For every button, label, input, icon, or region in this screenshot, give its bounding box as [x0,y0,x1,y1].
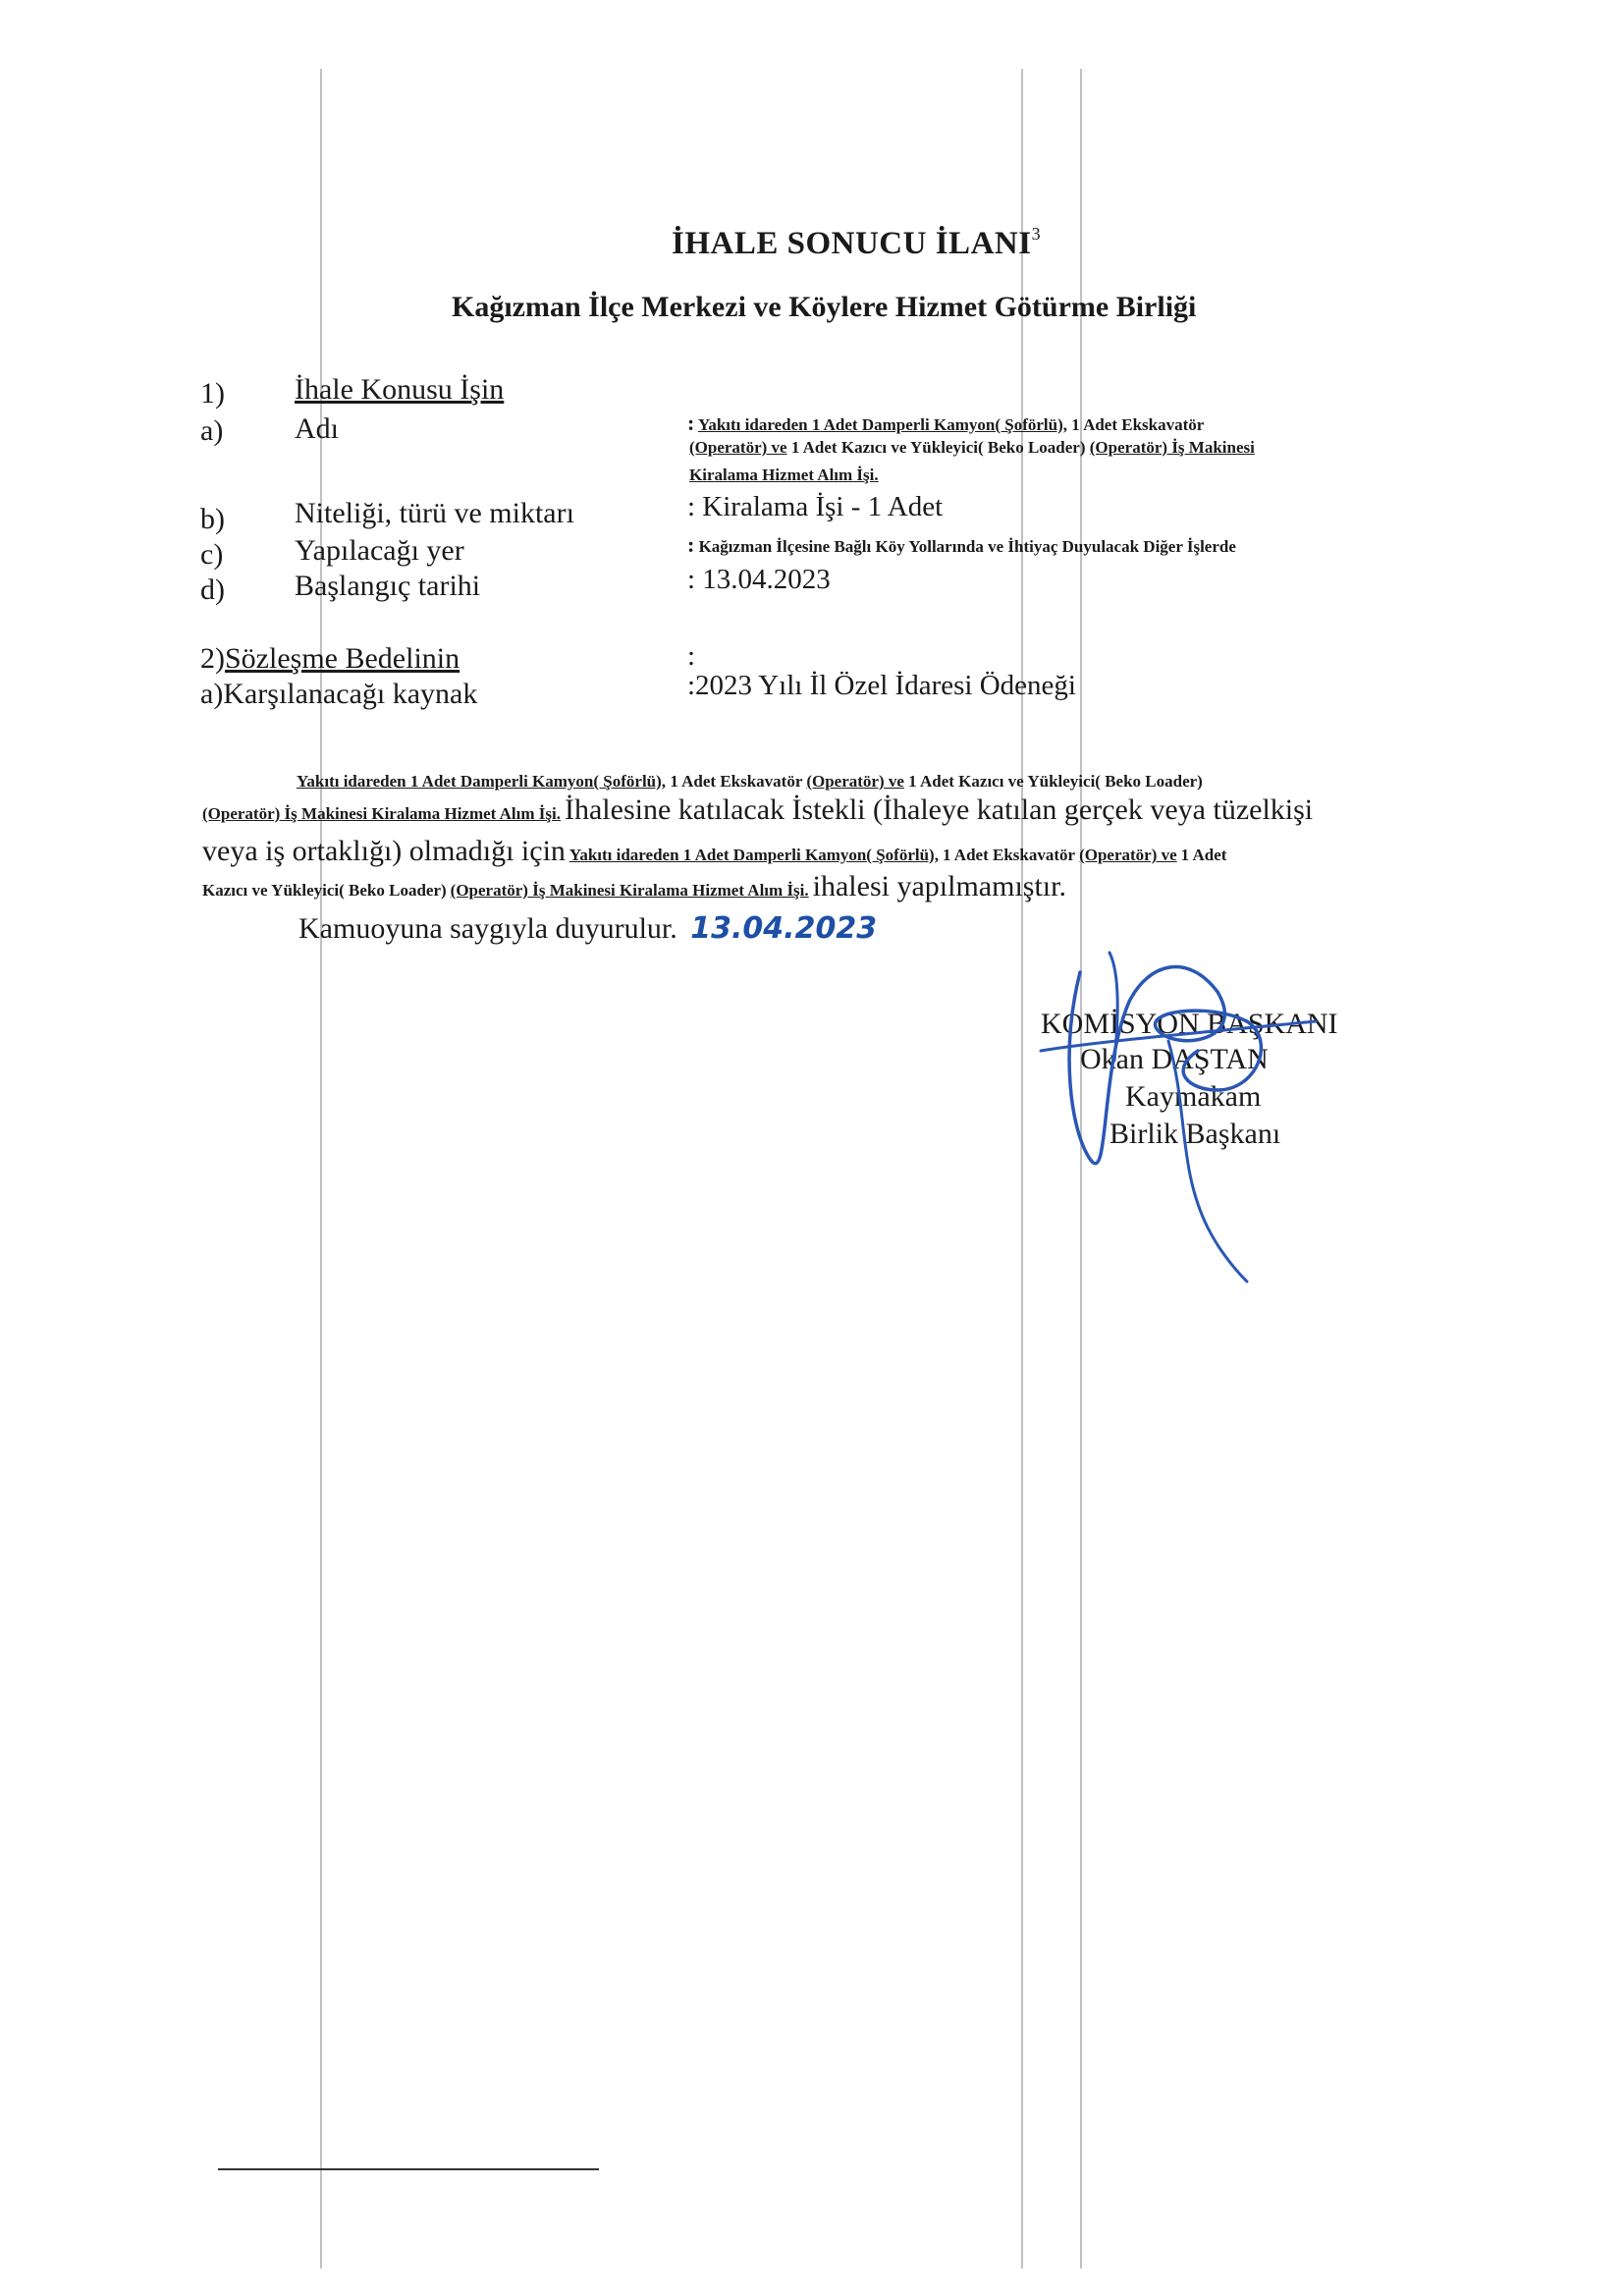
handwritten-date: 13.04.2023 [690,911,878,946]
item-number: a) [200,414,224,447]
item-label: 2)Sözleşme Bedelinin [200,642,460,675]
paragraph-line: Kazıcı ve Yükleyici( Beko Loader) (Operatör) İş Makinesi Kiralama Hizmet Alım İşi. ihalesi yapılmamıştır. [202,870,1066,902]
signature-image [1021,933,1335,1296]
paragraph-line: veya iş ortaklığı) olmadığı için Yakıtı idareden 1 Adet Damperli Kamyon( Şoförlü), 1 Adet Ekskavatör (Operatör) ve 1 Adet [202,835,1227,867]
item-label: İhale Konusu İşin [295,373,505,406]
item-value: (Operatör) ve 1 Adet Kazıcı ve Yükleyici( Beko Loader) (Operatör) İş Makinesi [689,438,1255,457]
paragraph-line: Kamuoyuna saygıyla duyurulur. 13.04.2023 [298,911,878,946]
item-label: Başlangıç tarihi [295,570,481,602]
item-number: c) [200,538,224,571]
item-number: d) [200,574,225,606]
paragraph-line: (Operatör) İş Makinesi Kiralama Hizmet Alım İşi. İhalesine katılacak İstekli (İhaleye katılan gerçek veya tüzelkişi [202,793,1314,826]
item-number: b) [200,503,225,535]
item-value: : Yakıtı idareden 1 Adet Damperli Kamyon( Şoförlü), 1 Adet Ekskavatör [687,410,1205,435]
signature-title2: Birlik Başkanı [1109,1118,1281,1150]
item-value: Kiralama Hizmet Alım İşi. [689,465,879,484]
paragraph-line: Yakıtı idareden 1 Adet Damperli Kamyon( Şoförlü), 1 Adet Ekskavatör (Operatör) ve 1 Adet Kazıcı ve Yükleyici( Beko Loader) [297,772,1203,791]
signature-name: Okan DAŞTAN [1080,1043,1269,1075]
item-value: : Kiralama İşi - 1 Adet [687,491,944,522]
item-label: Yapılacağı yer [295,534,464,567]
item-label: Niteliği, türü ve miktarı [295,497,574,529]
item-label-text: Sözleşme Bedelinin [225,642,460,675]
item-value: : Kağızman İlçesine Bağlı Köy Yollarında ve İhtiyaç Duyulacak Diğer İşlerde [687,532,1236,557]
item-value: :2023 Yılı İl Özel İdaresi Ödeneği [687,670,1076,701]
signature-role: KOMİSYON BAŞKANI [1041,1008,1338,1040]
footnote-divider [218,2168,599,2170]
item-label: a)Karşılanacağı kaynak [200,678,478,710]
item-value: : 13.04.2023 [687,564,831,595]
item-value: : [687,640,696,672]
signature-title: Kaymakam [1125,1080,1262,1113]
page-subtitle: Kağızman İlçe Merkezi ve Köylere Hizmet Götürme Birliği [452,291,1197,323]
item-number: 1) [200,377,225,410]
page-title: İHALE SONUCU İLANI$^3$ [672,224,1042,261]
item-label: Adı [295,412,339,445]
